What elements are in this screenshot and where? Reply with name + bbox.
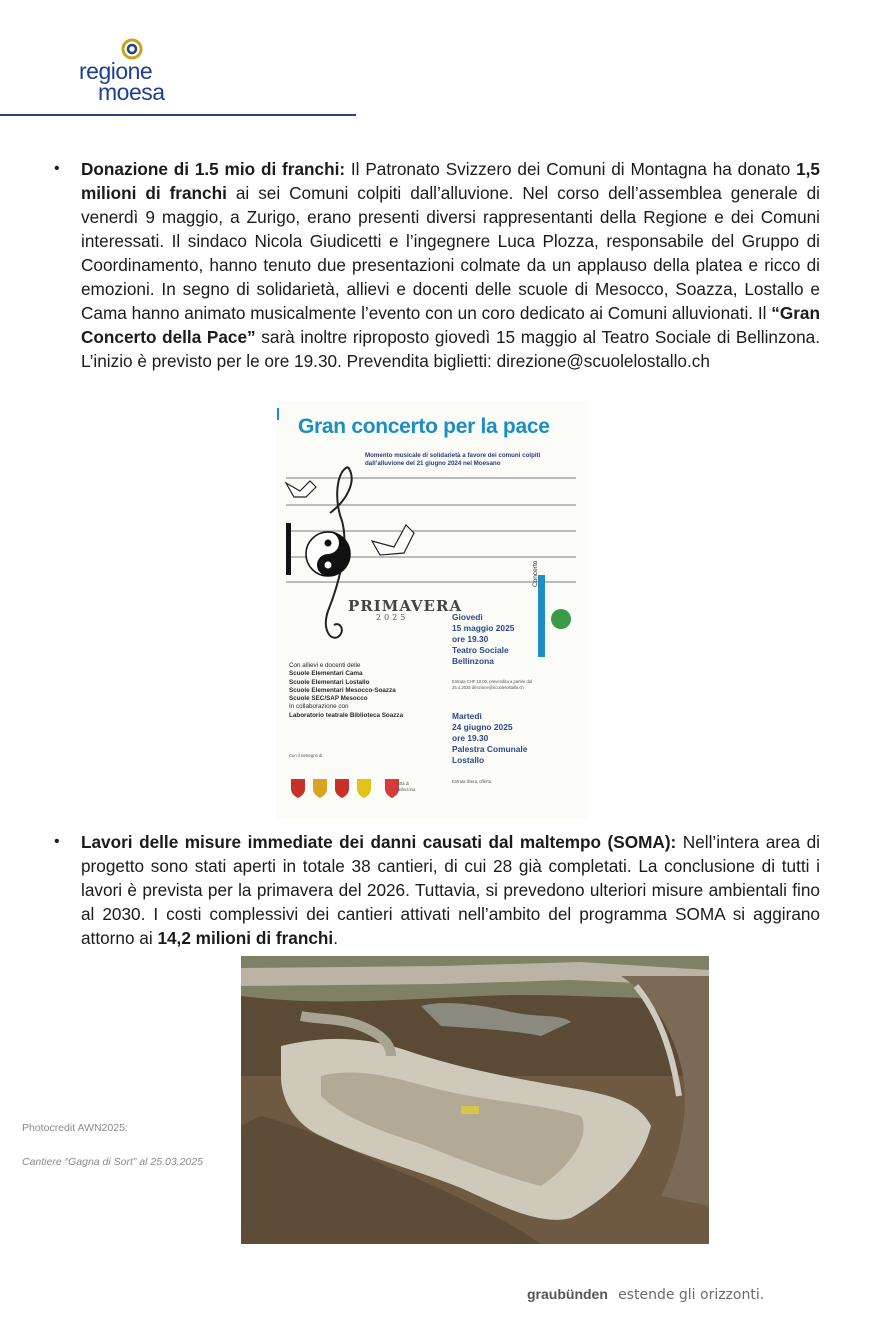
collab-label: In collaborazione con	[289, 703, 349, 711]
date1-venue: Teatro Sociale	[452, 645, 509, 655]
date2-time: ore 19.30	[452, 733, 489, 743]
soma-heading: Lavori delle misure immediate dei danni causati dal maltempo (SOMA):	[81, 832, 677, 852]
bullet: •	[54, 833, 60, 850]
graubunden-footer	[527, 1286, 764, 1303]
date1-city: Bellinzona	[452, 656, 494, 666]
date1-date: 15 maggio 2025	[452, 623, 515, 633]
date2-city: Lostallo	[452, 755, 485, 765]
date1-day: Giovedì	[452, 612, 483, 622]
construction-site-photo	[241, 956, 709, 1244]
date2-date: 24 giugno 2025	[452, 722, 513, 732]
regione-moesa-logo	[78, 38, 218, 108]
poster-primavera: PRIMAVERA	[348, 597, 463, 615]
bullet: •	[54, 160, 60, 177]
header-divider	[0, 114, 356, 116]
donation-heading: Donazione di 1.5 mio di franchi:	[81, 159, 346, 179]
city-name: Città di Bellinzona	[396, 781, 416, 792]
aerial-photo-illustration	[241, 956, 709, 1244]
sponsors-intro: Con il sostegno di	[289, 753, 323, 758]
school-2: Scuole Elementari Lostallo	[289, 678, 370, 686]
school-4: Scuole SEC/SAP Mesocco	[289, 695, 368, 703]
donation-text-3: sarà inoltre riproposto giovedì 15 maggio al Teatro Sociale di Bellinzona. L’inizio è previsto per le ore 19.30. Prevendita biglietti: direzione@scuolelostallo.ch	[81, 327, 820, 371]
sponsor-crests	[289, 777, 409, 804]
donation-amount: 1,5 milioni di franchi	[81, 159, 820, 203]
date2-note: Entrata libera, offerta	[452, 779, 492, 784]
donation-text-2: ai sei Comuni colpiti dall’alluvione. Nel corso dell’assemblea generale di venerdì 9 maggio, a Zurigo, erano presenti diversi rappresentanti della Regione e dei Comuni interessati. Il sindaco Nicola Giudicetti e l’ingegnere Luca Plozza, responsabile del Gruppo di Coordinamento, hanno tenuto due presentazioni colmate da un applauso della platea e ricco di emozioni. In segno di solidarietà, allievi e docenti delle scuole di Mesocco, Soazza, Lostallo e Cama hanno animato musicalmente l’evento con un coro dedicato ai Comuni alluvionati. Il	[81, 183, 820, 323]
soma-text-2: .	[333, 928, 338, 948]
logo-line-1: regione	[79, 58, 153, 84]
poster-mark	[277, 408, 279, 420]
poster-date-1	[452, 612, 514, 667]
graubunden-brand: graubünden	[527, 1286, 608, 1302]
logo-line-2: moesa	[98, 79, 165, 105]
poster-credits	[289, 662, 449, 720]
poster-date-2	[452, 711, 527, 766]
photo-credit: Photocredit AWN2025:	[22, 1122, 128, 1134]
concert-poster	[276, 401, 589, 819]
date2-venue: Palestra Comunale	[452, 744, 528, 754]
poster-subtitle: Momento musicale di solidarietà a favore dei comuni colpiti dall’alluvione del 21 giugno 2024 nel Moesano	[365, 452, 541, 467]
concert-name: “Gran Concerto della Pace”	[81, 303, 820, 347]
date2-day: Martedì	[452, 711, 482, 721]
school-3: Scuole Elementari Mesocco-Soazza	[289, 686, 396, 694]
soma-amount: 14,2 milioni di franchi	[157, 928, 334, 948]
photo-caption: Cantiere “Gagna di Sort” al 25.03.2025	[22, 1156, 203, 1168]
soma-text-1: Nell’intera area di progetto sono stati aperti in totale 38 cantieri, di cui 28 già completati. La conclusione di tutti i lavori è prevista per la primavera del 2026. Tuttavia, si prevedono ulteriori misure ambientali fino al 2030. I costi complessivi dei cantieri attivati nell’ambito del programma SOMA si aggirano attorno ai	[81, 832, 821, 948]
soma-paragraph	[54, 830, 820, 950]
lab-name: Laboratorio teatrale Biblioteca Soazza	[289, 711, 404, 719]
donation-text-1: Il Patronato Svizzero dei Comuni di Montagna ha donato	[345, 159, 797, 179]
poster-illustration	[276, 461, 589, 671]
date1-time: ore 19.30	[452, 634, 489, 644]
donation-paragraph	[54, 157, 820, 373]
credits-intro: Con allievi e docenti delle	[289, 662, 361, 669]
date1-note: Entrata CHF 10.00, prevendita a partire dal 25.4.2025 direzione@scuolelostallo.ch	[452, 679, 533, 690]
graubunden-tagline: estende gli orizzonti.	[618, 1287, 765, 1303]
crests-icon	[289, 777, 409, 799]
poster-title: Gran concerto per la pace	[298, 415, 550, 438]
poster-side-label: Concerto	[532, 560, 539, 587]
logo-rings-icon	[121, 38, 143, 60]
school-1: Scuole Elementari Cama	[289, 670, 363, 678]
poster-year: 2025	[376, 613, 409, 622]
